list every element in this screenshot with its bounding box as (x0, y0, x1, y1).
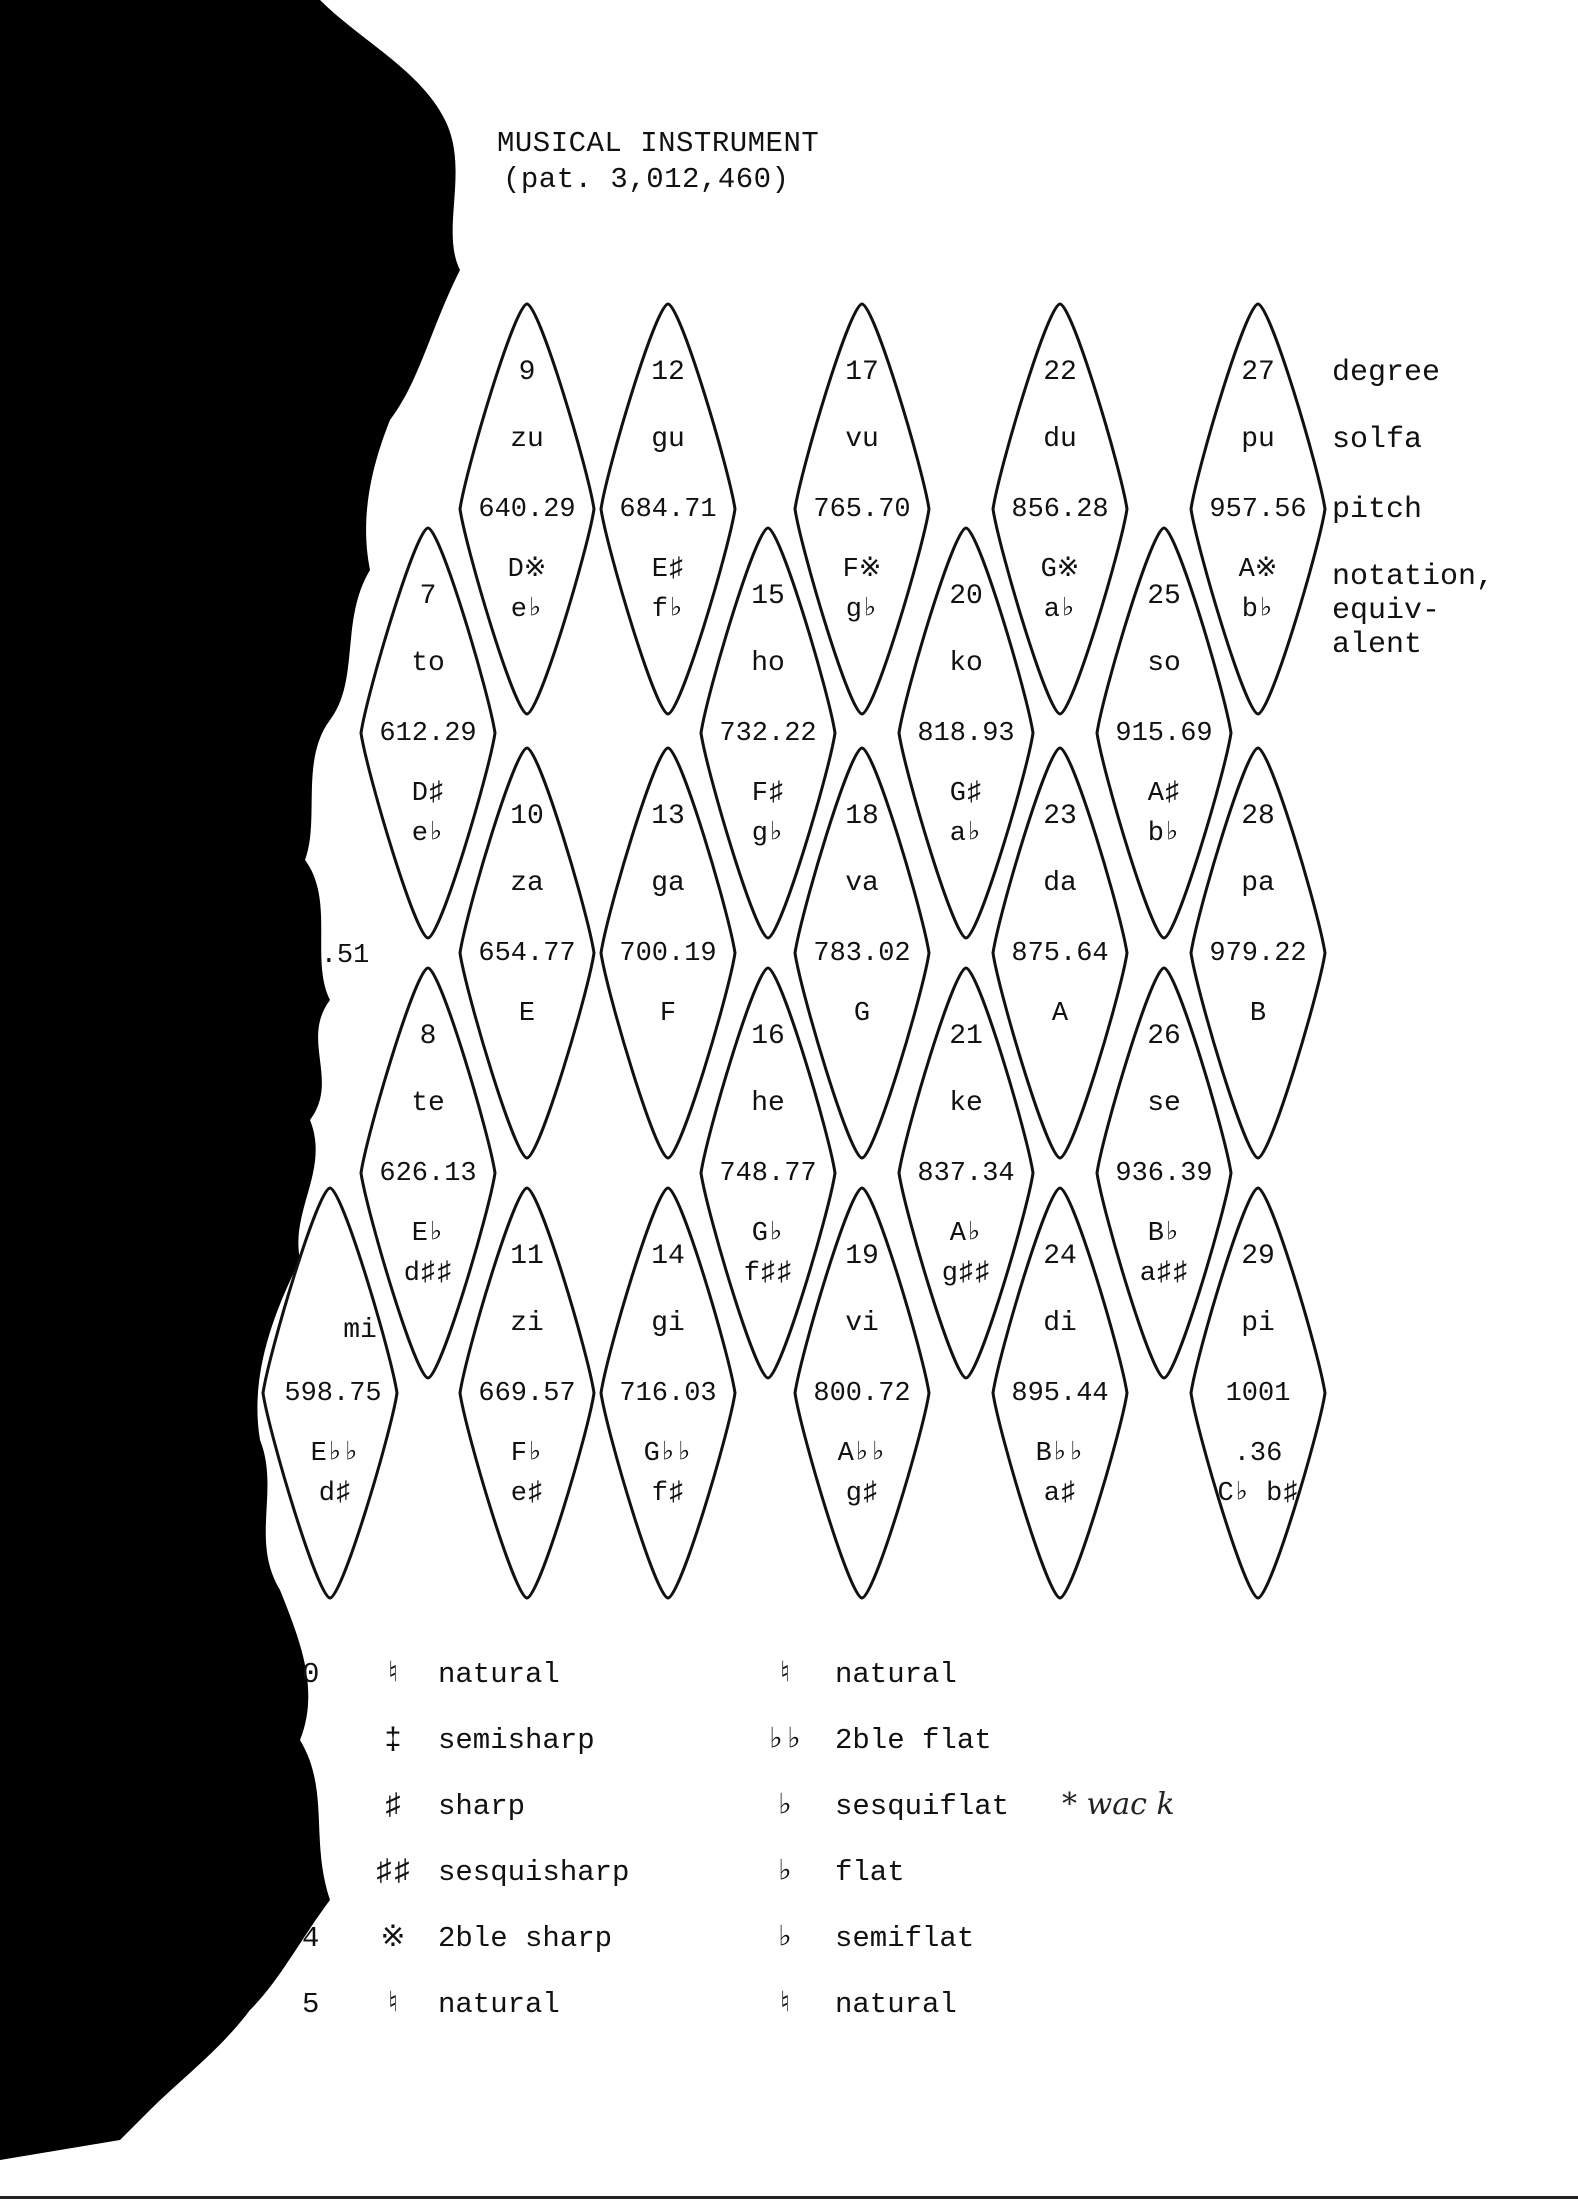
key-degree: 20 (949, 581, 983, 612)
legend-number: 5 (302, 1988, 320, 2021)
legend-name: sesquiflat (835, 1790, 1010, 1823)
key-notation-2: e♭ (411, 819, 445, 849)
key-solfa: zu (510, 424, 544, 455)
key-degree: 13 (651, 801, 685, 832)
key-notation-2: d♯ (318, 1479, 352, 1509)
key-notation-2: f♯♯ (743, 1259, 793, 1289)
key-pitch: 765.70 (813, 495, 911, 525)
legend-symbol-icon: ♯♯ (374, 1856, 411, 1890)
key-pitch: 732.22 (719, 719, 817, 749)
key-pitch: 700.19 (619, 939, 717, 969)
key-degree: 21 (949, 1021, 983, 1052)
key-degree: 14 (651, 1241, 685, 1272)
key-notation-1: E (518, 999, 536, 1029)
key-notation-2: f♯ (651, 1479, 685, 1509)
label-equiv: equiv- (1332, 594, 1441, 628)
key-notation-1: B♭♭ (1035, 1439, 1085, 1469)
key-pitch: 875.64 (1011, 939, 1109, 969)
key-notation-1: B (1249, 999, 1267, 1029)
key-notation-1: D※ (507, 555, 547, 585)
key-solfa: gi (651, 1308, 685, 1339)
key-pitch: 669.57 (478, 1379, 576, 1409)
label-degree: degree (1332, 356, 1441, 390)
key-solfa: zi (510, 1308, 544, 1339)
key-notation-2: a♭ (1043, 595, 1077, 625)
key-pitch: 1001 (1225, 1379, 1291, 1409)
key-pitch: 895.44 (1011, 1379, 1109, 1409)
legend-symbol-icon: ♭♭ (766, 1724, 804, 1758)
key-solfa: ho (751, 648, 785, 679)
title-line-1: MUSICAL INSTRUMENT (497, 127, 820, 160)
legend-name: natural (835, 1658, 957, 1691)
legend-name: semisharp (438, 1724, 595, 1757)
key-solfa: te (411, 1088, 445, 1119)
key-degree: 17 (845, 357, 879, 388)
key-degree: 29 (1241, 1241, 1275, 1272)
legend-symbol-icon: ♮ (383, 1988, 403, 2022)
key-notation-2: b♭ (1241, 595, 1275, 625)
key-solfa: vu (845, 424, 879, 455)
legend-number: 4 (302, 1922, 320, 1955)
key-solfa: ga (651, 868, 685, 899)
key-degree: 28 (1241, 801, 1275, 832)
key-degree: 19 (845, 1241, 879, 1272)
key-pitch: 748.77 (719, 1159, 817, 1189)
key-solfa: di (1043, 1308, 1077, 1339)
key-notation-1: A※ (1238, 555, 1278, 585)
key-pitch: 783.02 (813, 939, 911, 969)
key-pitch: 716.03 (619, 1379, 717, 1409)
legend-name: flat (835, 1856, 905, 1889)
key-degree: 16 (751, 1021, 785, 1052)
key-solfa: mi (343, 1315, 377, 1346)
key-degree: 7 (419, 581, 437, 612)
key-pitch: 684.71 (619, 495, 717, 525)
key-notation-2: d♯♯ (403, 1259, 453, 1289)
key-solfa: se (1147, 1088, 1181, 1119)
key-notation-2: C♭ b♯ (1217, 1479, 1299, 1509)
legend-symbol-icon: ‡ (383, 1724, 402, 1758)
key-degree: 11 (510, 1241, 544, 1272)
key-solfa: ke (949, 1088, 983, 1119)
legend-name: sesquisharp (438, 1856, 630, 1889)
key-notation-1: G※ (1040, 555, 1080, 585)
legend-name: semiflat (835, 1922, 975, 1955)
key-pitch: 936.39 (1115, 1159, 1213, 1189)
key-solfa: va (845, 868, 879, 899)
key-notation-2: e♯ (510, 1479, 544, 1509)
key-notation-1: F♯ (751, 779, 785, 809)
legend-symbol-icon: ♯ (383, 1790, 402, 1824)
key-notation-2: e♭ (510, 595, 544, 625)
key-solfa: to (411, 648, 445, 679)
legend-symbol-icon: ♮ (775, 1988, 795, 2022)
legend-name: 2ble sharp (438, 1922, 613, 1955)
legend-name: 2ble flat (835, 1724, 992, 1757)
key-notation-2: g♯ (845, 1479, 879, 1509)
key-pitch: 654.77 (478, 939, 576, 969)
key-notation-2: g♭ (751, 819, 785, 849)
key-pitch: 612.29 (379, 719, 477, 749)
key-solfa: he (751, 1088, 785, 1119)
key-degree: 15 (751, 581, 785, 612)
legend-name: sharp (438, 1790, 526, 1823)
key-solfa: da (1043, 868, 1077, 899)
legend-name: natural (438, 1988, 560, 2021)
key-pitch: 598.75 (284, 1379, 382, 1409)
key-solfa: du (1043, 424, 1077, 455)
key-notation-1: A♭ (949, 1219, 983, 1249)
key-pitch: 837.34 (917, 1159, 1015, 1189)
key-notation-2: g♯♯ (941, 1259, 991, 1289)
key-notation-1: F♭ (510, 1439, 544, 1469)
key-pitch: 957.56 (1209, 495, 1307, 525)
legend-symbol-icon: ※ (380, 1922, 406, 1956)
key-notation-1: F※ (842, 555, 882, 585)
key-notation-1: A♯ (1147, 779, 1181, 809)
key-notation-2: a♭ (949, 819, 983, 849)
key-notation-1: A♭♭ (837, 1439, 887, 1469)
key-pitch: 915.69 (1115, 719, 1213, 749)
key-notation-1: G (853, 999, 871, 1029)
key-degree: 24 (1043, 1241, 1077, 1272)
legend-symbol-icon: ♭ (775, 1790, 795, 1824)
legend-symbol-icon: ♮ (383, 1658, 403, 1692)
key-degree: 26 (1147, 1021, 1181, 1052)
key-pitch: 856.28 (1011, 495, 1109, 525)
key-degree: 18 (845, 801, 879, 832)
key-degree: 9 (518, 357, 536, 388)
label-alent: alent (1332, 628, 1423, 662)
legend-symbol-icon: ♭ (775, 1922, 795, 1956)
legend-symbol-icon: ♮ (775, 1658, 795, 1692)
key-pitch: 640.29 (478, 495, 576, 525)
key-degree: 8 (419, 1021, 437, 1052)
key-notation-1: E♭ (411, 1219, 445, 1249)
legend-number: 0 (302, 1658, 320, 1691)
key-degree: 10 (510, 801, 544, 832)
key-notation-1: .36 (1233, 1439, 1283, 1469)
key-notation-1: G♭♭ (643, 1439, 693, 1469)
key-solfa: za (510, 868, 544, 899)
key-degree: 12 (651, 357, 685, 388)
key-solfa: pi (1241, 1308, 1275, 1339)
key-notation-2: b♭ (1147, 819, 1181, 849)
key-solfa: pu (1241, 424, 1275, 455)
key-notation-1: F (659, 999, 677, 1029)
key-degree: 22 (1043, 357, 1077, 388)
partial-pitch: .51 (320, 941, 370, 971)
title-line-2: (pat. 3,012,460) (503, 163, 790, 196)
key-notation-1: E♭♭ (310, 1439, 360, 1469)
handwritten-note: * wac k (1062, 1787, 1175, 1822)
key-notation-2: a♯♯ (1139, 1259, 1189, 1289)
key-pitch: 818.93 (917, 719, 1015, 749)
key-notation-1: E♯ (651, 555, 685, 585)
key-pitch: 626.13 (379, 1159, 477, 1189)
key-notation-1: D♯ (411, 779, 445, 809)
legend-name: natural (438, 1658, 560, 1691)
label-pitch: pitch (1332, 493, 1423, 527)
legend-name: natural (835, 1988, 957, 2021)
key-degree: 23 (1043, 801, 1077, 832)
key-notation-1: G♭ (751, 1219, 785, 1249)
page-bottom-border (0, 2196, 1578, 2199)
key-pitch: 979.22 (1209, 939, 1307, 969)
key-solfa: so (1147, 648, 1181, 679)
key-notation-1: G♯ (949, 779, 983, 809)
key-degree: 27 (1241, 357, 1275, 388)
key-notation-2: g♭ (845, 595, 879, 625)
key-solfa: ko (949, 648, 983, 679)
key-degree: 25 (1147, 581, 1181, 612)
key-notation-2: f♭ (651, 595, 685, 625)
key-notation-1: B♭ (1147, 1219, 1181, 1249)
label-solfa: solfa (1332, 423, 1423, 457)
key-notation-1: A (1051, 999, 1069, 1029)
key-solfa: gu (651, 424, 685, 455)
label-notation: notation, (1332, 560, 1495, 594)
key-solfa: pa (1241, 868, 1275, 899)
key-notation-2: a♯ (1043, 1479, 1077, 1509)
key-pitch: 800.72 (813, 1379, 911, 1409)
legend-symbol-icon: ♭ (775, 1856, 795, 1890)
key-solfa: vi (845, 1308, 879, 1339)
